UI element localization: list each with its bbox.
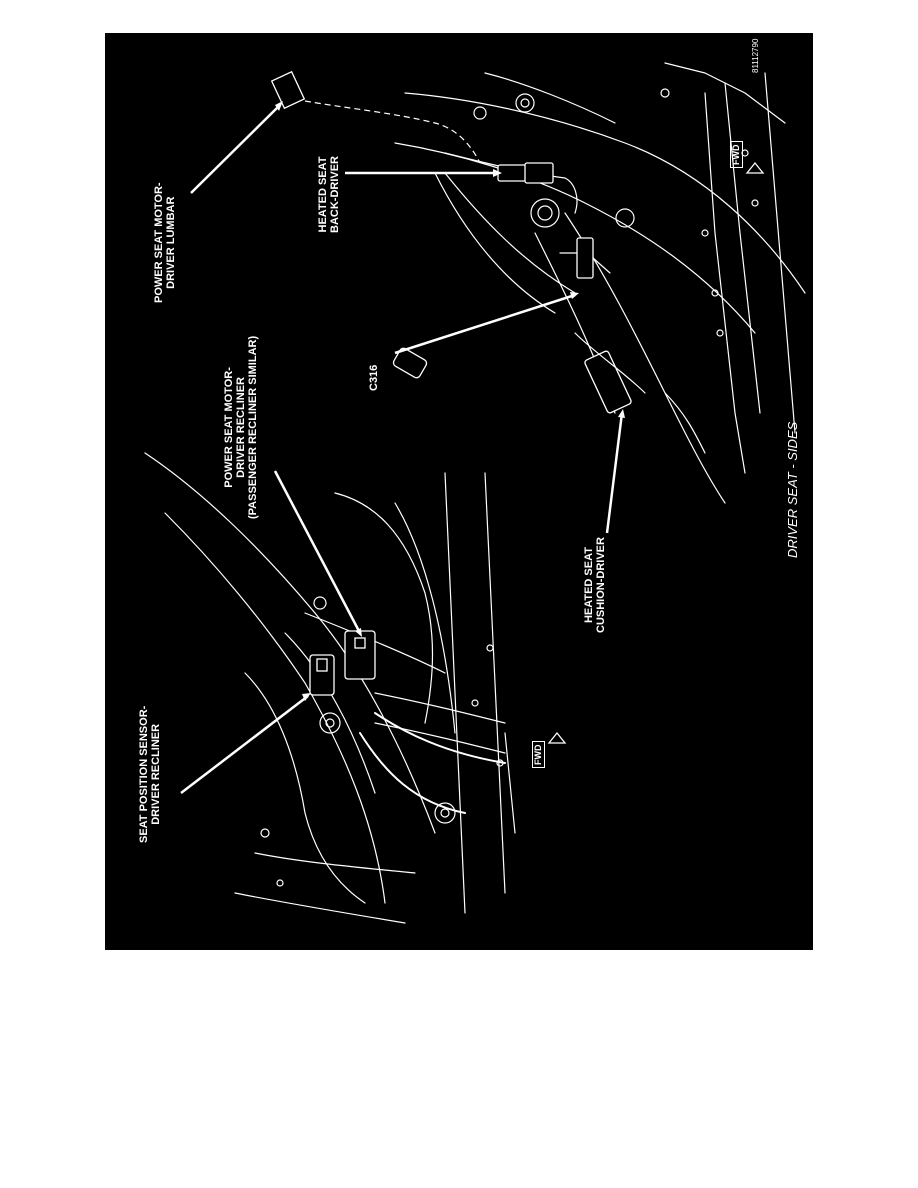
label-line: DRIVER RECLINER — [235, 377, 247, 478]
label-line: POWER SEAT MOTOR- — [153, 182, 165, 303]
arrowhead-recliner-motor — [355, 628, 362, 637]
label-power-seat-motor-lumbar — [153, 182, 177, 303]
arrowhead-c316 — [570, 292, 579, 299]
label-line: DRIVER LUMBAR — [165, 196, 177, 289]
label-line: HEATED SEAT — [583, 547, 595, 624]
figure-id: 81112790 — [751, 38, 760, 73]
fwd-indicator-upper: FWD — [730, 142, 743, 169]
label-line: CUSHION-DRIVER — [595, 537, 607, 633]
arrowhead-heated-cushion — [618, 409, 625, 418]
leader-lines — [105, 33, 813, 950]
leader-lumbar — [191, 105, 280, 193]
label-line: (PASSENGER RECLINER SIMILAR) — [247, 335, 259, 519]
label-line: POWER SEAT MOTOR- — [223, 367, 235, 488]
fwd-indicator-lower: FWD — [532, 742, 545, 769]
leader-c316 — [395, 295, 575, 353]
leader-heated-cushion — [607, 413, 622, 533]
arrowhead-heated-back — [493, 169, 502, 177]
label-line: BACK-DRIVER — [329, 156, 341, 233]
diagram-figure — [105, 33, 813, 950]
label-line: SEAT POSITION SENSOR- — [138, 705, 150, 843]
label-heated-seat-cushion — [583, 537, 607, 633]
leader-recliner-motor — [275, 471, 360, 633]
figure-caption: DRIVER SEAT - SIDES — [785, 421, 800, 558]
label-seat-position-sensor — [138, 706, 162, 843]
leader-position-sensor — [181, 696, 308, 793]
label-heated-seat-back — [317, 156, 341, 233]
label-line: HEATED SEAT — [317, 156, 329, 233]
label-line: DRIVER RECLINER — [150, 723, 162, 825]
label-line: C316 — [368, 364, 380, 391]
label-power-seat-motor-recliner — [223, 336, 259, 519]
label-c316 — [368, 365, 380, 391]
